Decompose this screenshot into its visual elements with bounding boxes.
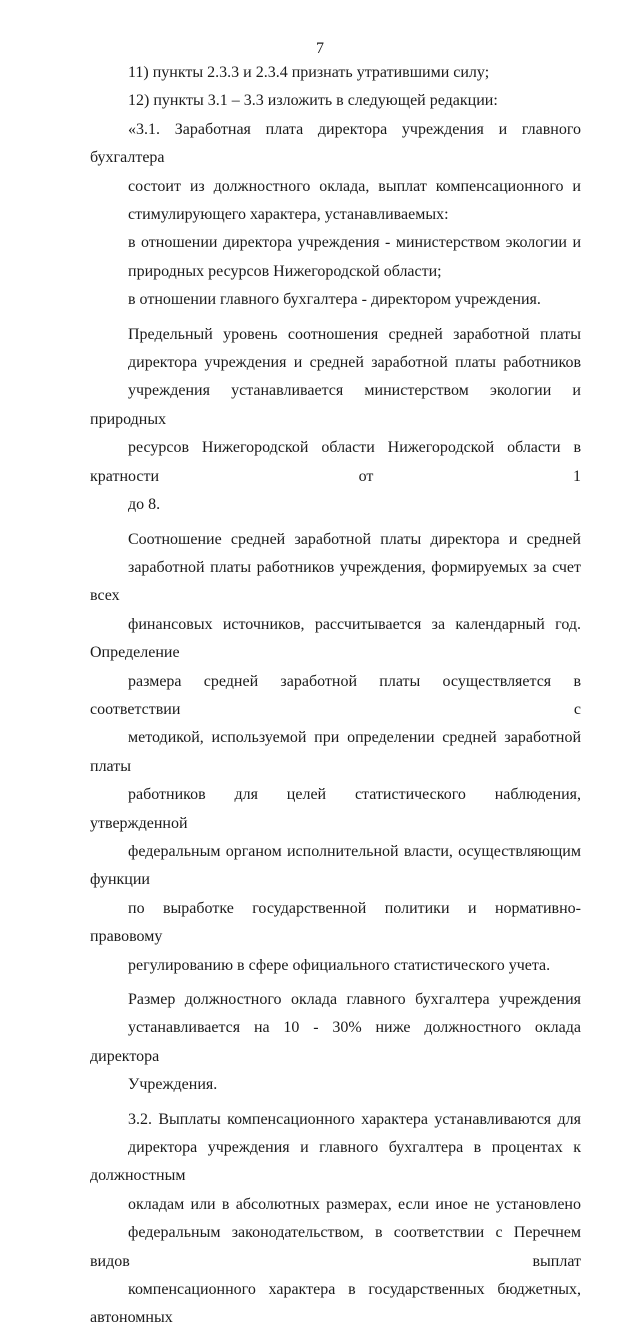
text-line: состоит из должностного оклада, выплат компенсационного и: [128, 177, 581, 195]
text-line: учреждения устанавливается министерством экологии и природных: [90, 382, 581, 428]
text-line: работников для целей статистического наблюдения, утвержденной: [90, 786, 581, 832]
text-line: директора учреждения и средней заработной платы работников: [128, 354, 581, 372]
text-line: в отношении директора учреждения - министерством экологии и: [128, 234, 581, 252]
paragraph-ratio-calc: [90, 526, 581, 981]
text-line: 11) пункты 2.3.3 и 2.3.4 признать утратившими силу;: [128, 64, 490, 81]
text-line: устанавливается на 10 - 30% ниже должностного оклада директора: [90, 1019, 581, 1065]
text-line: до 8.: [128, 496, 161, 514]
paragraph-item-11: [90, 59, 581, 87]
paragraph-director: [90, 229, 581, 286]
paragraph-item-12: [90, 87, 581, 115]
text-line: 3.2. Выплаты компенсационного характера устанавливаются для: [128, 1110, 581, 1128]
paragraph-3-2: [90, 1106, 581, 1333]
paragraph-salary-size: [90, 986, 581, 1100]
text-line: Предельный уровень соотношения средней заработной платы: [128, 325, 581, 343]
text-line: Размер должностного оклада главного бухгалтера учреждения: [128, 991, 581, 1008]
text-line: регулированию в сфере официального статистического учета.: [128, 956, 551, 974]
text-line: федеральным органом исполнительной власти, осуществляющим функции: [90, 842, 581, 889]
text-line: по выработке государственной политики и нормативно-правовому: [90, 899, 581, 946]
paragraph-3-1: [90, 116, 581, 230]
text-line: «3.1. Заработная плата директора учреждения и главного бухгалтера: [90, 120, 581, 167]
text-line: федеральным законодательством, в соответствии с Перечнем видов выплат: [90, 1224, 581, 1270]
text-line: заработной платы работников учреждения, формируемых за счет всех: [90, 558, 581, 605]
text-line: ресурсов Нижегородской области Нижегородской области в кратности от 1: [90, 439, 581, 485]
text-line: Учреждения.: [128, 1076, 218, 1094]
document-body: [90, 59, 581, 1333]
text-line: 12) пункты 3.1 – 3.3 изложить в следующей редакции:: [128, 92, 498, 110]
text-line: компенсационного характера в государственных бюджетных, автономных: [90, 1281, 581, 1327]
paragraph-accountant: [90, 286, 581, 314]
text-line: Соотношение средней заработной платы директора и средней: [128, 530, 581, 548]
text-line: финансовых источников, рассчитывается за календарный год. Определение: [90, 615, 581, 662]
text-line: окладам или в абсолютных размерах, если иное не установлено: [128, 1195, 581, 1213]
text-line: методикой, используемой при определении средней заработной платы: [90, 729, 581, 775]
text-line: природных ресурсов Нижегородской области;: [128, 262, 442, 280]
text-line: директора учреждения и главного бухгалтера в процентах к должностным: [90, 1139, 581, 1185]
text-line: в отношении главного бухгалтера - директором учреждения.: [128, 291, 541, 309]
text-line: стимулирующего характера, устанавливаемых:: [128, 206, 449, 224]
paragraph-ratio-limit: [90, 321, 581, 520]
page-number: 7: [316, 40, 324, 57]
text-line: размера средней заработной платы осуществляется в соответствии с: [90, 672, 581, 718]
